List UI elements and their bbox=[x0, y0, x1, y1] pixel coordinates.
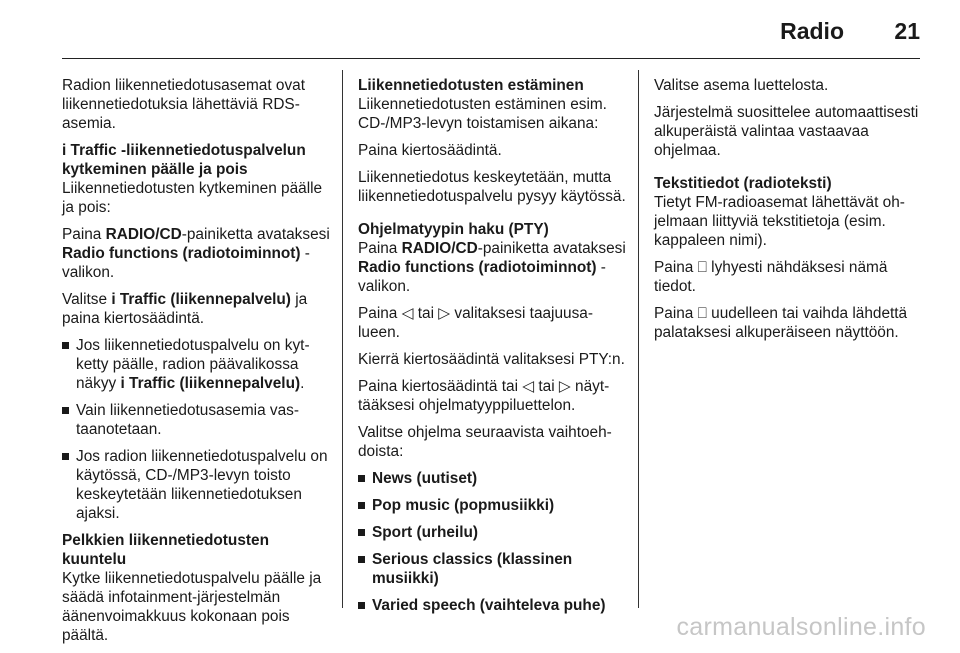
paragraph: Tietyt FM-radioasemat lähettävät ohjelmaan liittyviä tekstitietoja (esim. kappaleen nimi). bbox=[654, 194, 905, 249]
paragraph: Kytke liikennetiedotuspalvelu päälle ja säädä infotainment-järjestelmän äänenvoimakkuus kokonaan pois päältä. bbox=[62, 570, 322, 644]
section-heading-traffic-only: Pelkkien liikennetiedotusten kuuntelu bbox=[62, 532, 269, 568]
paragraph: Paina kiertosäädintä tai ◁ tai ▷ näyttääksesi ohjelmatyyppiluettelon. bbox=[358, 378, 610, 414]
text: Paina bbox=[62, 226, 106, 243]
menu-ref-traffic: i Traffic (liikennepalvelu) bbox=[120, 375, 301, 392]
button-ref-radio-cd: RADIO/CD bbox=[401, 240, 478, 257]
section-heading-pty: Ohjelmatyypin haku (PTY) bbox=[358, 221, 549, 238]
column-3 bbox=[654, 76, 924, 350]
text: Paina bbox=[358, 240, 402, 257]
paragraph bbox=[62, 290, 330, 328]
watermark: carmanualsonline.info bbox=[676, 613, 926, 641]
paragraph: Paina kiertosäädintä. bbox=[358, 142, 502, 159]
paragraph: Valitse ohjelma seuraavista vaihtoehdoista: bbox=[358, 424, 612, 460]
pty-options-list bbox=[358, 469, 626, 615]
column-divider bbox=[342, 70, 343, 608]
page-header bbox=[0, 0, 960, 60]
bullet-list bbox=[62, 336, 330, 523]
text: Jos liikennetiedotuspalvelu on kytketty päälle, radion päävalikossa näkyy bbox=[76, 337, 310, 392]
header-rule bbox=[62, 58, 920, 59]
paragraph: Liikennetiedotus keskeytetään, mutta liikennetiedotuspalvelu pysyy käytössä. bbox=[358, 169, 626, 205]
list-item: News (uutiset) bbox=[358, 469, 626, 488]
text: -valikon. bbox=[358, 259, 606, 295]
paragraph: Järjestelmä suosittelee automaattisesti alkuperäistä valintaa vastaavaa ohjelmaa. bbox=[654, 104, 919, 159]
text: Valitse bbox=[62, 291, 112, 308]
list-item: Sport (urheilu) bbox=[358, 523, 626, 542]
paragraph: Paina ⎕ lyhyesti nähdäksesi nämä tiedot. bbox=[654, 259, 888, 295]
text: -painiketta avataksesi bbox=[477, 240, 626, 257]
paragraph: Kierrä kiertosäädintä valitaksesi PTY:n. bbox=[358, 351, 625, 368]
menu-ref-radio-functions: Radio functions (radiotoiminnot) bbox=[62, 245, 301, 262]
paragraph: Paina ◁ tai ▷ valitaksesi taajuusalueen. bbox=[358, 305, 593, 341]
paragraph: Valitse asema luettelosta. bbox=[654, 77, 829, 94]
list-item: Pop music (popmusiikki) bbox=[358, 496, 626, 515]
list-item bbox=[62, 336, 330, 393]
paragraph: Liikennetiedotusten estäminen esim. CD-/MP3-levyn toistamisen aikana: bbox=[358, 96, 607, 132]
section-heading-radio-text: Tekstitiedot (radioteksti) bbox=[654, 175, 832, 192]
column-divider bbox=[638, 70, 639, 608]
page-number: 21 bbox=[894, 18, 920, 44]
text: ja paina kiertosäädintä. bbox=[62, 291, 308, 327]
menu-ref-traffic: i Traffic (liikennepalvelu) bbox=[111, 291, 291, 308]
menu-ref-radio-functions: Radio functions (radiotoiminnot) bbox=[358, 259, 597, 276]
list-item: Serious classics (klassinen musiikki) bbox=[358, 550, 626, 588]
text: -valikon. bbox=[62, 245, 310, 281]
text: . bbox=[300, 375, 305, 392]
column-2 bbox=[358, 76, 626, 623]
list-item: Vain liikennetiedotusasemia vastaanotetaan. bbox=[62, 401, 330, 439]
button-ref-radio-cd: RADIO/CD bbox=[105, 226, 182, 243]
column-1 bbox=[62, 76, 330, 653]
paragraph bbox=[358, 239, 626, 296]
section-heading-traffic-toggle: i Traffic -liikennetiedotuspalvelun kytkeminen päälle ja pois bbox=[62, 142, 306, 178]
paragraph: Liikennetiedotusten kytkeminen päälle ja pois: bbox=[62, 180, 323, 216]
intro-paragraph: Radion liikennetiedotusasemat ovat liikennetiedotuksia lähettäviä RDS-asemia. bbox=[62, 77, 305, 132]
list-item: Jos radion liikennetiedotuspalvelu on käytössä, CD-/MP3-levyn toisto keskeytetään liikennetiedotuksen ajaksi. bbox=[62, 447, 330, 523]
page-title: Radio bbox=[780, 18, 844, 44]
paragraph bbox=[62, 225, 330, 282]
text: -painiketta avataksesi bbox=[181, 226, 330, 243]
section-heading-block-traffic: Liikennetiedotusten estäminen bbox=[358, 77, 584, 94]
list-item: Varied speech (vaihteleva puhe) bbox=[358, 596, 626, 615]
paragraph: Paina ⎕ uudelleen tai vaihda lähdettä palataksesi alkuperäiseen näyttöön. bbox=[654, 305, 908, 341]
